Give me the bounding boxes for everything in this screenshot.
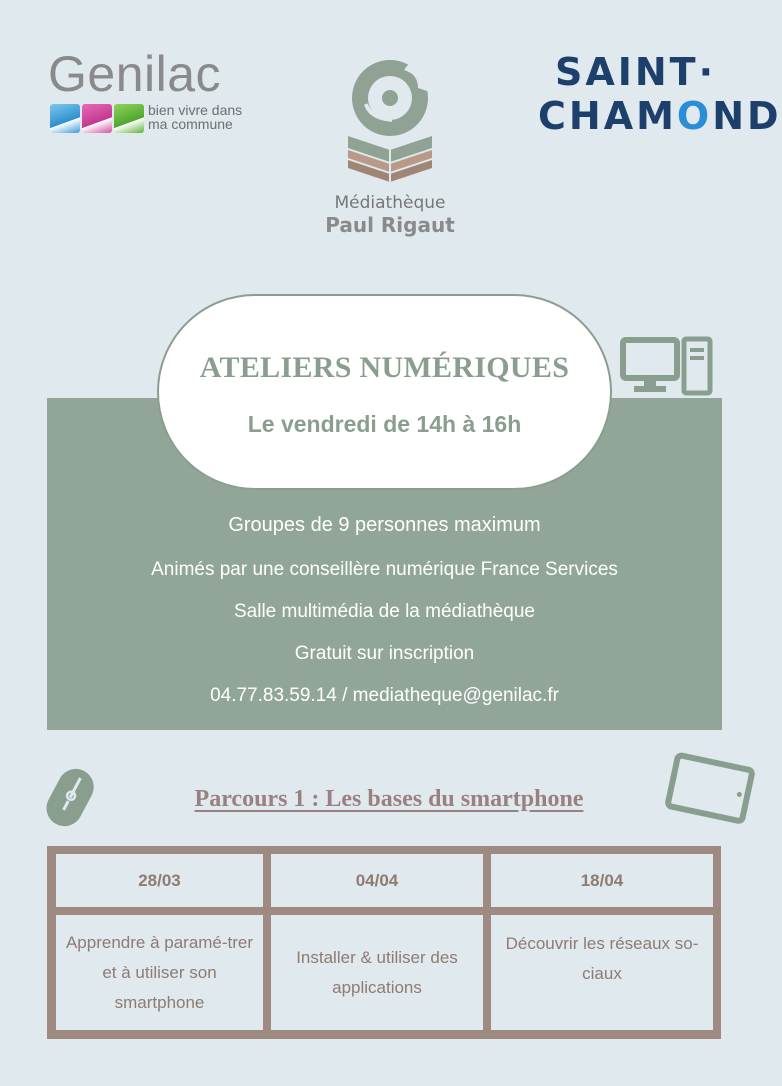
session-topic-1: Apprendre à paramé-trer et à utiliser son smartphone [56, 915, 263, 1030]
contact-text: 04.77.83.59.14 / mediatheque@genilac.fr [210, 685, 559, 706]
genilac-wordmark: Genilac [48, 46, 222, 102]
session-topic-2: Installer & utiliser des applications [271, 915, 483, 1030]
schedule-text: Le vendredi de 14h à 16h [247, 411, 522, 437]
genilac-swatch-green-icon [114, 104, 144, 133]
saint-chamond-line1: SAINT· [554, 50, 717, 94]
hosted-by-text: Animés par une conseillère numérique France Services [151, 559, 618, 580]
genilac-tagline-line1: bien vivre dans [148, 102, 243, 118]
saint-chamond-logo [538, 50, 782, 138]
genilac-tagline [148, 103, 242, 131]
group-size-text: Groupes de 9 personnes maximum [228, 514, 541, 536]
session-topic-3: Découvrir les réseaux so-ciaux [491, 915, 713, 1030]
mediatheque-logo [300, 58, 480, 238]
mediatheque-title: Médiathèque [334, 193, 446, 213]
title-pill [157, 294, 612, 490]
saint-chamond-line2-part3: ND [712, 94, 782, 138]
saint-chamond-line2 [538, 94, 782, 138]
session-date-2: 04/04 [271, 854, 483, 907]
disc-book-icon [300, 58, 480, 188]
desktop-computer-icon [620, 336, 715, 396]
genilac-swatch-blue-icon [50, 104, 80, 133]
mediatheque-name: Paul Rigaut [325, 213, 455, 237]
price-text: Gratuit sur inscription [294, 643, 475, 664]
parcours-heading: Parcours 1 : Les bases du smartphone [194, 786, 584, 812]
genilac-tagline-line2: ma commune [148, 116, 233, 132]
genilac-logo [48, 44, 258, 139]
session-date-1: 28/03 [56, 854, 263, 907]
location-text: Salle multimédia de la médiathèque [233, 601, 535, 622]
saint-chamond-line2-o: O [676, 94, 713, 138]
page-title: ATELIERS NUMÉRIQUES [199, 351, 570, 384]
sessions-table [47, 846, 721, 1039]
genilac-swatch-pink-icon [82, 104, 112, 133]
session-date-3: 18/04 [491, 854, 713, 907]
saint-chamond-line2-part1: CHAM [538, 94, 677, 138]
